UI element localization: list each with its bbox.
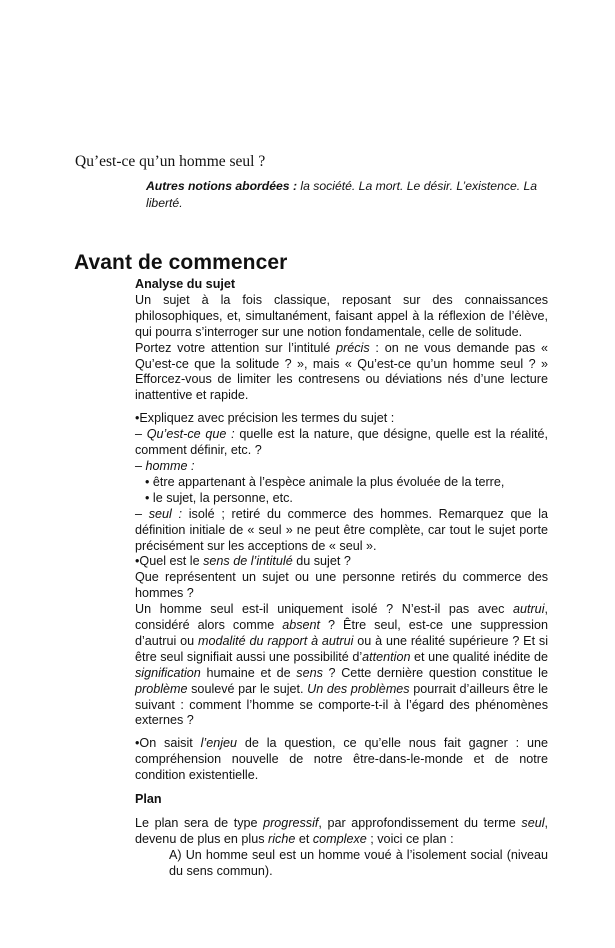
term-quest-ce-que: – Qu’est-ce que : quelle est la nature, que désigne, quelle est la réalité, comment définir, etc. ? (135, 427, 548, 458)
term-homme-sub-2: • le sujet, la personne, etc. (145, 490, 293, 505)
bullet-sense: •Quel est le sens de l’intitulé du sujet ? (135, 554, 351, 569)
term-homme: – homme : (135, 458, 195, 473)
analyse-heading: Analyse du sujet (135, 277, 236, 291)
other-notions (146, 178, 546, 212)
notions-text: la société. La mort. Le désir. L’existence. La liberté. (146, 179, 538, 210)
analyse-paragraph-1: Un sujet à la fois classique, reposant sur des connaissances philosophiques, et, simultanément, faisant appel à la réflexion de l’élève, qui pourra s’interroger sur une notion fondamentale, celle de solitude. (135, 292, 548, 339)
term-homme-sub-1: • être appartenant à l’espèce animale la plus évoluée de la terre, (145, 474, 505, 489)
chapter-question: Qu’est-ce qu’un homme seul ? (75, 153, 266, 170)
plan-heading: Plan (135, 792, 162, 807)
section-title: Avant de commencer (74, 251, 288, 274)
plan-paragraph: Le plan sera de type progressif, par approfondissement du terme seul, devenu de plus en plus riche et complexe ; voici ce plan : (135, 816, 549, 846)
notions-label: Autres notions abordées : (146, 179, 298, 193)
plan-item-a: A) Un homme seul est un homme voué à l’isolement social (niveau du sens commun). (169, 847, 548, 878)
analyse-paragraph-2: Portez votre attention sur l’intitulé précis : on ne vous demande pas « Qu’est-ce que la solitude ? », mais « Qu’est-ce qu’un homme seul ? » Efforcez-vous de limiter les contresens ou déviations nés d’une lecture inattentive et rapide. (135, 340, 548, 403)
term-seul: – seul : isolé ; retiré du commerce des hommes. Remarquez que la définition initiale de « seul » ne peut être complète, car tout le sujet porte précisément sur les acceptions de « seul ». (135, 506, 548, 553)
sense-paragraph-2: Un homme seul est-il uniquement isolé ? N’est-il pas avec autrui, considéré alors comme absent ? Être seul, est-ce une suppression d’autrui ou modalité du rapport à autrui ou à une réalité supérieure ? Et si être seul signifiait aussi une possibilité d’attention et une qualité inédite de signification humaine et de sens ? Cette dernière question constitue le problème soulevé par le sujet. Un des problèmes pourrait d’ailleurs être le suivant : comment l’homme se comporte-t-il à l’égard des phénomènes externes ? (135, 602, 549, 728)
bullet-terms-intro: •Expliquez avec précision les termes du sujet : (135, 411, 395, 426)
bullet-enjeu: •On saisit l’enjeu de la question, ce qu’elle nous fait gagner : une compréhension nouvelle de notre être-dans-le-monde et de notre condition existentielle. (135, 736, 548, 783)
sense-paragraph-1: Que représentent un sujet ou une personne retirés du commerce des hommes ? (135, 570, 548, 601)
section-body (135, 277, 548, 880)
